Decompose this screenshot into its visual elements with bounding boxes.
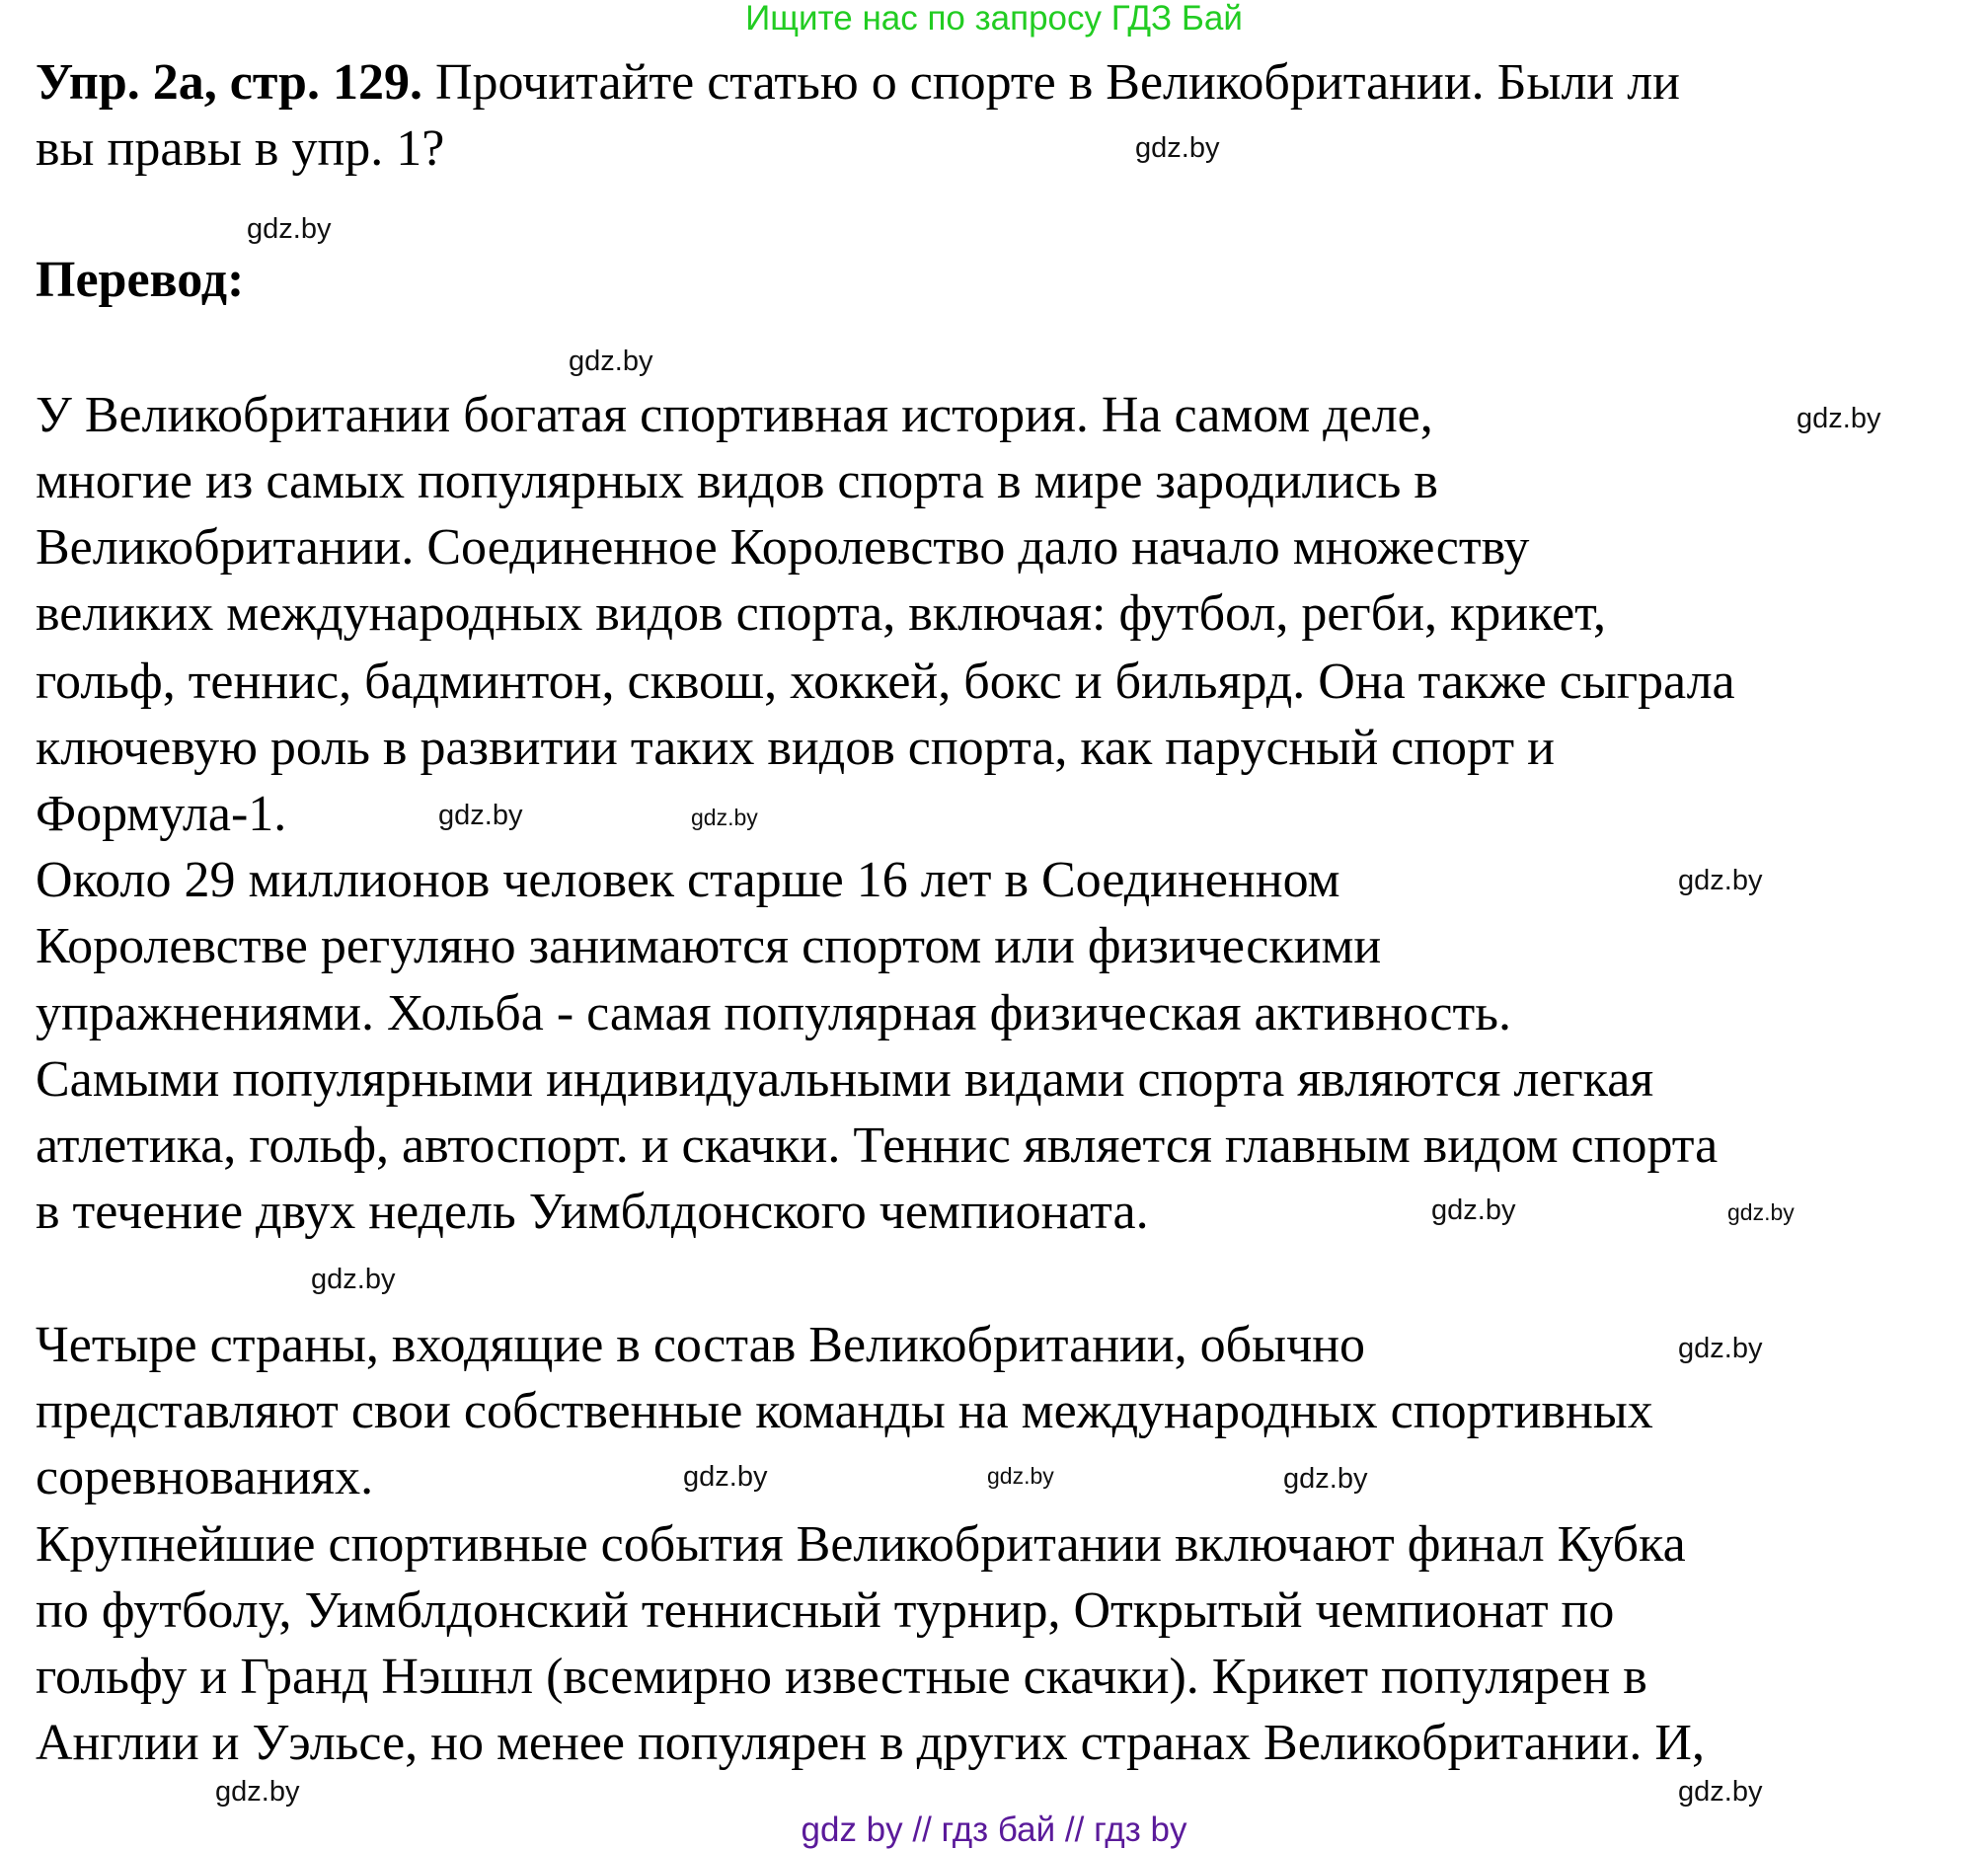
watermark-label: gdz.by (1431, 1194, 1516, 1226)
text-line: гольф, теннис, бадминтон, сквош, хоккей, бокс и бильярд. Она также сыграла (36, 654, 1735, 710)
task-label: Упр. 2а, стр. 129. (36, 54, 422, 111)
text-line: Формула-1. (36, 786, 287, 842)
footer-links: gdz by // гдз бай // гдз by (801, 1810, 1187, 1849)
watermark-label: gdz.by (683, 1461, 768, 1493)
watermark-label: gdz.by (1135, 132, 1220, 164)
watermark-label: gdz.by (1678, 1776, 1763, 1808)
watermark-label: gdz.by (438, 800, 523, 831)
watermark-label: gdz.by (569, 346, 653, 377)
text-line: многие из самых популярных видов спорта в мире зародились в (36, 453, 1438, 509)
text-line: соревнованиях. (36, 1449, 374, 1505)
watermark-label: gdz.by (247, 213, 332, 245)
watermark-label: gdz.by (1283, 1463, 1368, 1495)
task-text-line2: вы правы в упр. 1? (36, 120, 445, 177)
search-banner: Ищите нас по запросу ГДЗ Бай (745, 0, 1243, 38)
watermark-label: gdz.by (691, 805, 758, 830)
watermark-label: gdz.by (1797, 403, 1881, 434)
translation-heading: Перевод: (36, 252, 245, 308)
text-line: гольфу и Гранд Нэшнл (всемирно известные скачки). Крикет популярен в (36, 1649, 1647, 1705)
text-line: Королевстве регуляно занимаются спортом или физическими (36, 918, 1382, 974)
watermark-label: gdz.by (1727, 1199, 1795, 1225)
text-line: атлетика, гольф, автоспорт. и скачки. Теннис является главным видом спорта (36, 1117, 1719, 1174)
text-line: Четыре страны, входящие в состав Великобритании, обычно (36, 1317, 1366, 1373)
text-line: Около 29 миллионов человек старше 16 лет в Соединенном (36, 852, 1340, 908)
watermark-label: gdz.by (1678, 1333, 1763, 1364)
text-line: ключевую роль в развитии таких видов спорта, как парусный спорт и (36, 720, 1555, 776)
task-title (36, 53, 1680, 113)
text-line: в течение двух недель Уимблдонского чемпионата. (36, 1184, 1149, 1240)
task-text: Прочитайте статью о спорте в Великобритании. Были ли (434, 54, 1680, 111)
watermark-label: gdz.by (215, 1776, 300, 1808)
text-line: представляют свои собственные команды на международных спортивных (36, 1383, 1653, 1439)
text-line: Крупнейшие спортивные события Великобритании включают финал Кубка (36, 1516, 1686, 1573)
text-line: Великобритании. Соединенное Королевство дало начало множеству (36, 519, 1530, 576)
text-line: Самыми популярными индивидуальными видами спорта являются легкая (36, 1051, 1654, 1108)
text-line: У Великобритании богатая спортивная история. На самом деле, (36, 387, 1433, 443)
text-line: по футболу, Уимблдонский теннисный турнир, Открытый чемпионат по (36, 1582, 1615, 1639)
text-line: Англии и Уэльсе, но менее популярен в других странах Великобритании. И, (36, 1715, 1705, 1771)
text-line: великих международных видов спорта, включая: футбол, регби, крикет, (36, 585, 1606, 642)
watermark-label: gdz.by (987, 1463, 1054, 1489)
watermark-label: gdz.by (311, 1264, 396, 1295)
text-line: упражнениями. Хольба - самая популярная физическая активность. (36, 985, 1511, 1041)
watermark-label: gdz.by (1678, 865, 1763, 896)
